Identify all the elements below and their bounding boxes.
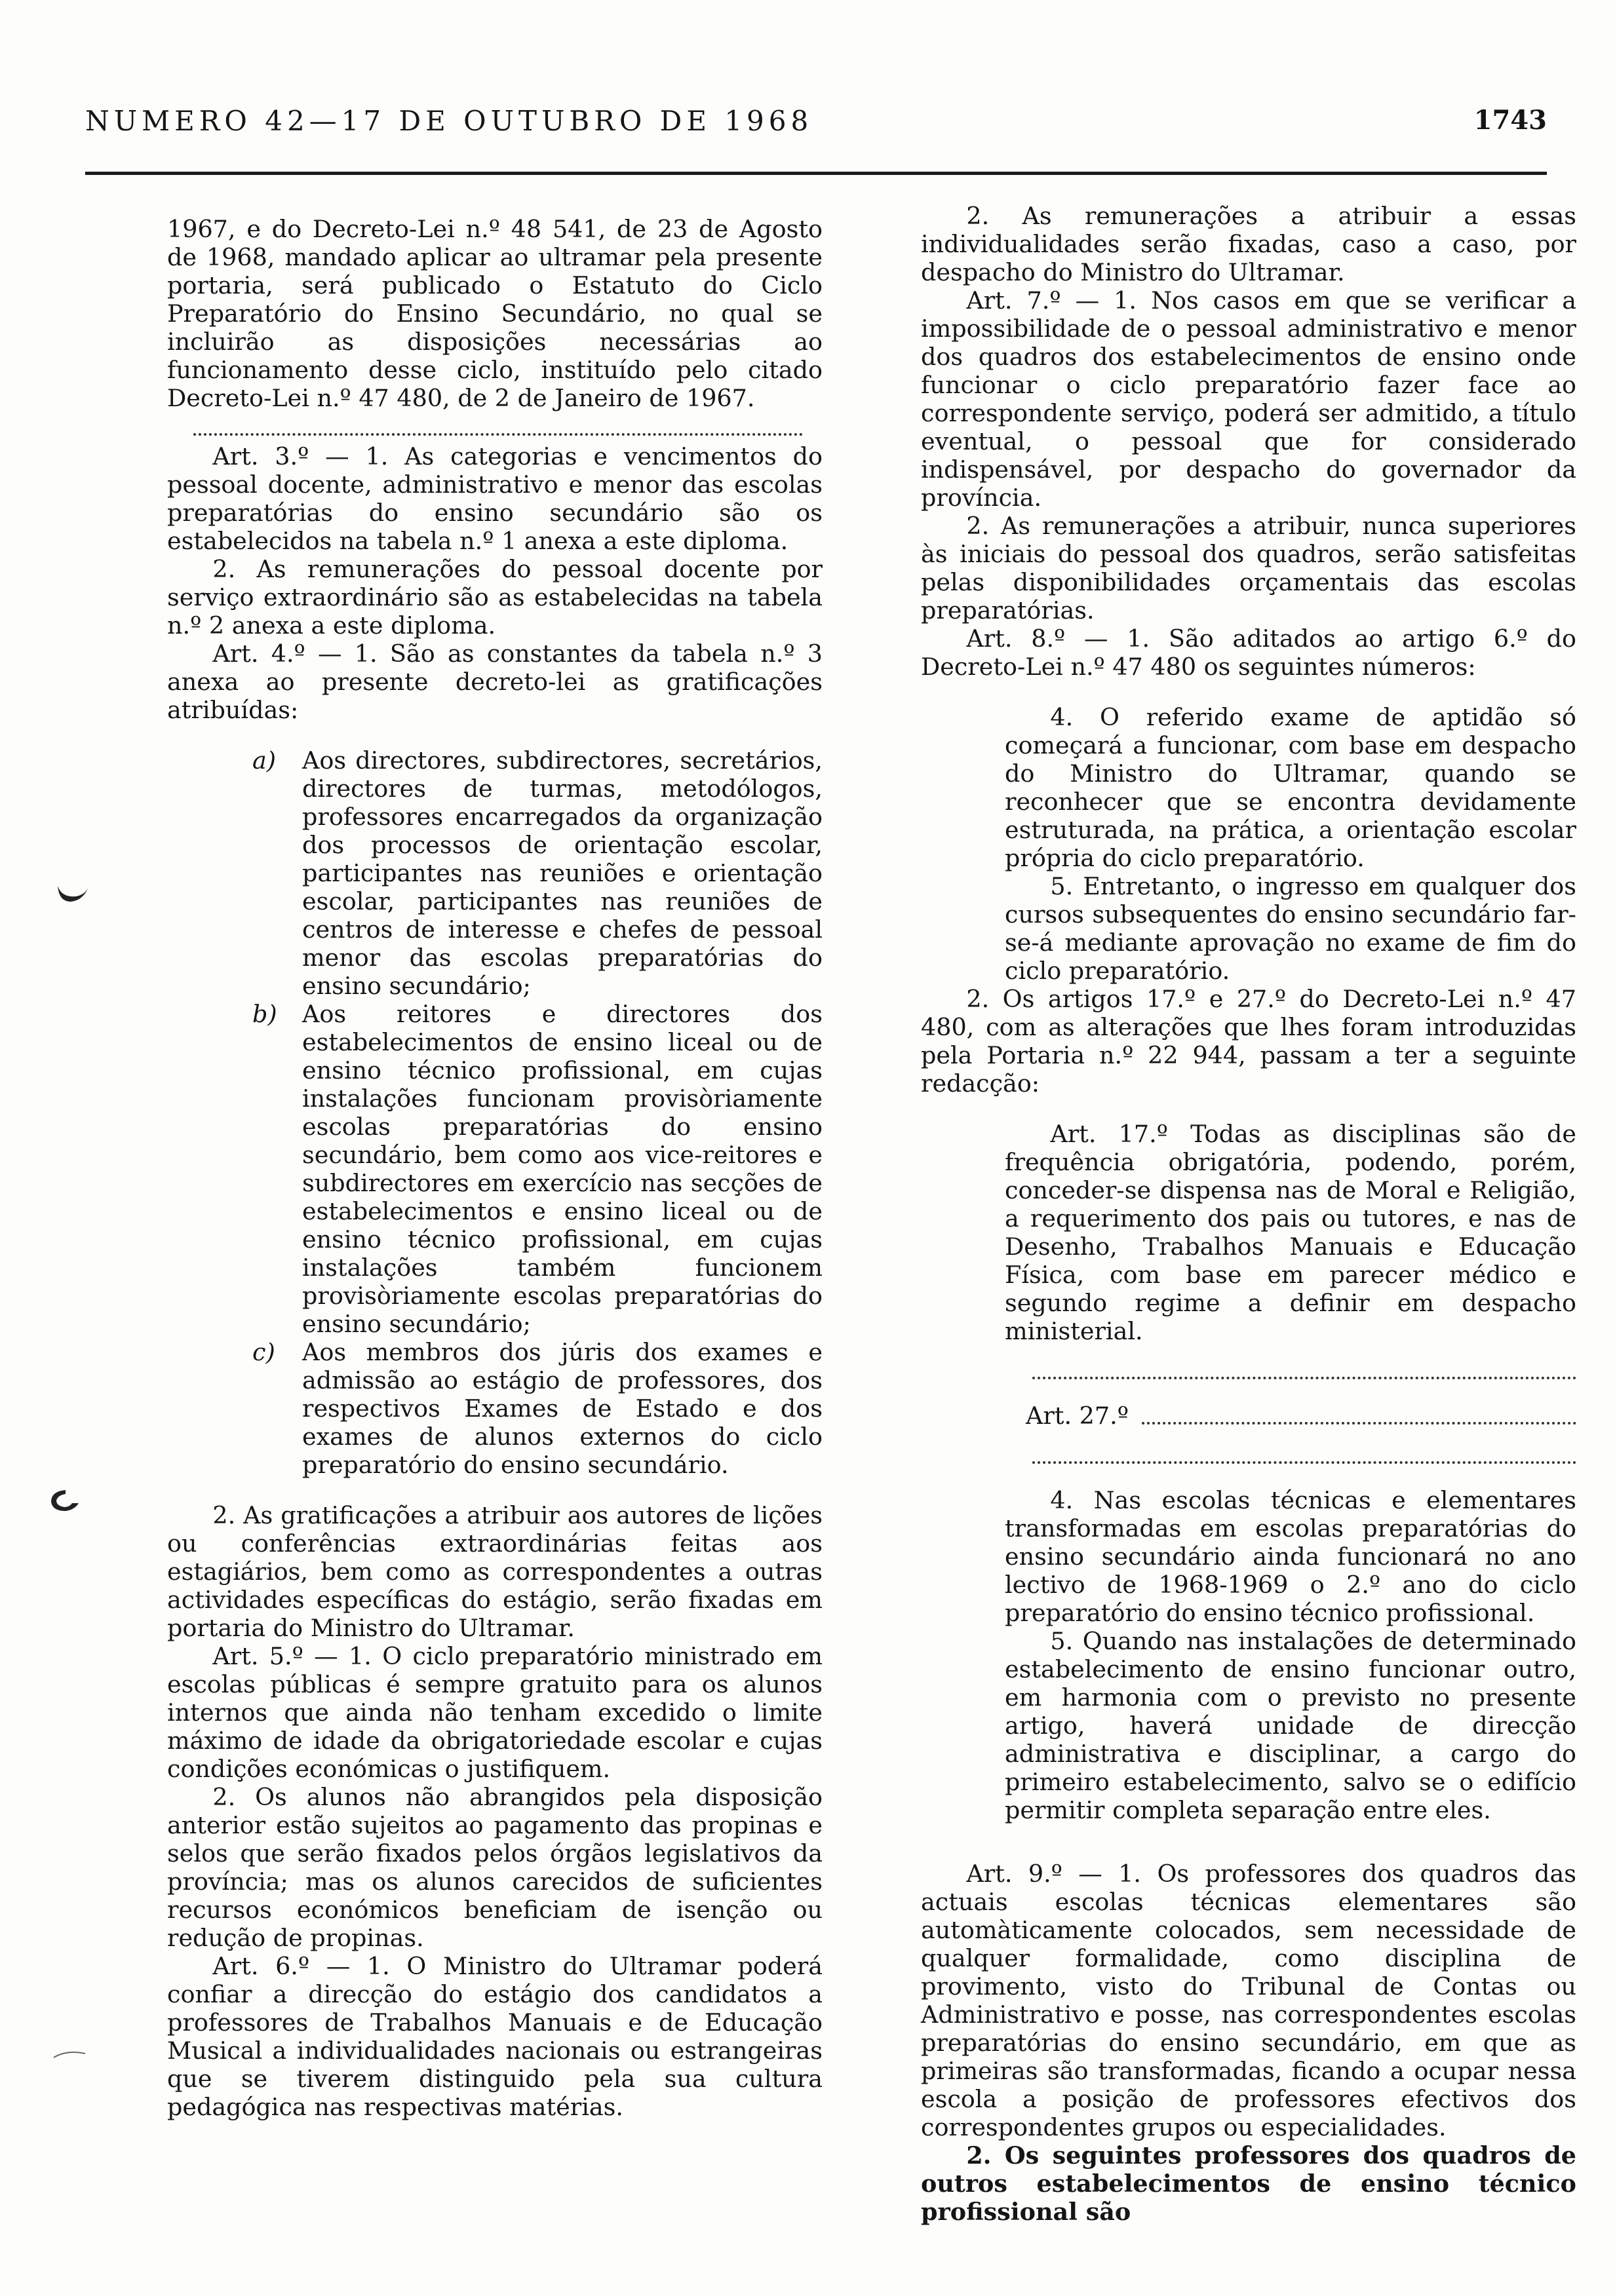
right-column: [921, 197, 1576, 2226]
article-8-1: Art. 8.º — 1. São aditados ao artigo 6.º do Decreto-Lei n.º 47 480 os seguintes números:: [921, 624, 1576, 681]
dotted-leader: [1142, 1409, 1576, 1425]
article-27-label: Art. 27.º: [1026, 1402, 1129, 1430]
article-7-2: 2. As remunerações a atribuir, nunca superiores às iniciais do pessoal dos quadros, serão satisfeitas pelas disponibilidades orçamentais das escolas preparatórias.: [921, 512, 1576, 624]
article-4-1: Art. 4.º — 1. São as constantes da tabela n.º 3 anexa ao presente decreto-lei as gratificações atribuídas:: [167, 640, 823, 724]
article-5-1: Art. 5.º — 1. O ciclo preparatório ministrado em escolas públicas é sempre gratuito para os alunos internos que ainda não tenham excedido o limite máximo de idade da obrigatoriedade escolar e cujas condições económicas o justifiquem.: [167, 1642, 823, 1783]
quoted-article-27-5: 5. Quando nas instalações de determinado estabelecimento de ensino funcionar outro, em harmonia com o previsto no presente artigo, haverá unidade de direcção administrativa e disciplinar, a cargo do primeiro estabelecimento, salvo se o edifício permitir completa separação entre eles.: [1005, 1627, 1576, 1824]
quoted-article-17: Art. 17.º Todas as disciplinas são de frequência obrigatória, podendo, porém, conceder-se dispensa nas de Moral e Religião, a requerimento dos pais ou tutores, e nas de Desenho, Trabalhos Manuais e Educação Física, com base em parecer médico e segundo regime a definir em despacho ministerial.: [1005, 1120, 1576, 1345]
quoted-article-27-4: 4. Nas escolas técnicas e elementares transformadas em escolas preparatórias do ensino secundário ainda funcionará no ano lectivo de 1968-1969 o 2.º ano do ciclo preparatório do ensino técnico profissional.: [1005, 1486, 1576, 1627]
article-9-1: Art. 9.º — 1. Os professores dos quadros das actuais escolas técnicas elementares são automàticamente colocados, sem necessidade de qualquer formalidade, como disciplina de provimento, visto do Tribunal de Contas ou Administrativo e posse, nas correspondentes escolas preparatórias do ensino secundário, em que as primeiras são transformadas, ficando a ocupar nessa escola a posição de professores efectivos dos correspondentes grupos ou especialidades.: [921, 1860, 1576, 2141]
article-6-2: 2. As remunerações a atribuir a essas individualidades serão fixadas, caso a caso, por despacho do Ministro do Ultramar.: [921, 202, 1576, 286]
list-item-text: Aos directores, subdirectores, secretários, directores de turmas, metodólogos, professores encarregados da organização dos processos de orientação escolar, participantes nas reuniões e orientação escolar, participantes nas reuniões de centros de interesse e chefes de pessoal menor das escolas preparatórias do ensino secundário;: [302, 746, 823, 1000]
list-item-text: Aos reitores e directores dos estabelecimentos de ensino liceal ou de ensino técnico profissional, em cujas instalações funcionam provisòriamente escolas preparatórias do ensino secundário, bem como aos vice-reitores e subdirectores em exercício nas secções de estabelecimentos e ensino liceal ou de ensino técnico profissional, em cujas instalações também funcionem provisòriamente escolas preparatórias do ensino secundário;: [302, 1000, 823, 1338]
article-5-2: 2. Os alunos não abrangidos pela disposição anterior estão sujeitos ao pagamento das propinas e selos que serão fixados pelos órgãos legislativos da província; mas os alunos carecidos de suficientes recursos económicos beneficiam de isenção ou redução de propinas.: [167, 1783, 823, 1952]
article-8-2: 2. Os artigos 17.º e 27.º do Decreto-Lei n.º 47 480, com as alterações que lhes foram introduzidas pela Portaria n.º 22 944, passam a ter a seguinte redacção:: [921, 985, 1576, 1098]
article-4-2: 2. As gratificações a atribuir aos autores de lições ou conferências extraordinárias feitas aos estagiários, bem como as correspondentes a outras actividades específicas do estágio, serão fixadas em portaria do Ministro do Ultramar.: [167, 1501, 823, 1642]
ellipsis-separator: [1032, 1448, 1576, 1464]
quoted-article-27-heading: [1026, 1402, 1576, 1430]
article-3-1: Art. 3.º — 1. As categorias e vencimentos do pessoal docente, administrativo e menor das escolas preparatórias do ensino secundário são os estabelecidos na tabela n.º 1 anexa a este diploma.: [167, 442, 823, 555]
punch-mark-icon: [46, 1487, 85, 1514]
list-item: [252, 746, 823, 1000]
list-item-label: a): [252, 746, 277, 775]
list-item: [252, 1338, 823, 1479]
article-3-2: 2. As remunerações do pessoal docente por serviço extraordinário são as estabelecidas na tabela n.º 2 anexa a este diploma.: [167, 555, 823, 640]
punch-mark-icon: [54, 878, 93, 904]
list-item: [252, 1000, 823, 1338]
header-rule: [85, 172, 1547, 175]
ellipsis-separator: [1032, 1364, 1576, 1379]
issue-title: NUMERO 42—17 DE OUTUBRO DE 1968: [85, 105, 813, 137]
article-7-1: Art. 7.º — 1. Nos casos em que se verificar a impossibilidade de o pessoal administrativo e menor dos quadros dos estabelecimentos de ensino onde funcionar o ciclo preparatório fazer face ao correspondente serviço, poderá ser admitido, a título eventual, o pessoal que for considerado indispensável, por despacho do governador da província.: [921, 286, 1576, 512]
list-item-text: Aos membros dos júris dos exames e admissão ao estágio de professores, dos respectivos Exames de Estado e dos exames de alunos externos do ciclo preparatório do ensino secundário.: [302, 1338, 823, 1479]
list-item-label: b): [252, 1000, 277, 1028]
quoted-number-5: 5. Entretanto, o ingresso em qualquer dos cursos subsequentes do ensino secundário far-se-á mediante aprovação no exame de fim do ciclo preparatório.: [1005, 872, 1576, 985]
list-item-label: c): [252, 1338, 275, 1366]
punch-mark-icon: [51, 2044, 90, 2071]
paragraph-intro: 1967, e do Decreto-Lei n.º 48 541, de 23 de Agosto de 1968, mandado aplicar ao ultramar pela presente portaria, será publicado o Estatuto do Ciclo Preparatório do Ensino Secundário, no qual se incluirão as disposições necessárias ao funcionamento desse ciclo, instituído pelo citado Decreto-Lei n.º 47 480, de 2 de Janeiro de 1967.: [167, 215, 823, 412]
quoted-number-4: 4. O referido exame de aptidão só começará a funcionar, com base em despacho do Ministro do Ultramar, quando se reconhecer que se encontra devidamente estruturada, na prática, a orientação escolar própria do ciclo preparatório.: [1005, 703, 1576, 872]
page-number: 1743: [1473, 105, 1547, 136]
ellipsis-separator: [193, 420, 803, 436]
left-column: [167, 197, 823, 2121]
article-6-1: Art. 6.º — 1. O Ministro do Ultramar poderá confiar a direcção do estágio dos candidatos a professores de Trabalhos Manuais e de Educação Musical a individualidades nacionais ou estrangeiras que se tiverem distinguido pela sua cultura pedagógica nas respectivas matérias.: [167, 1952, 823, 2121]
article-9-2: 2. Os seguintes professores dos quadros de outros estabelecimentos de ensino técnico profissional são: [921, 2141, 1576, 2226]
page-header: [85, 105, 1547, 144]
